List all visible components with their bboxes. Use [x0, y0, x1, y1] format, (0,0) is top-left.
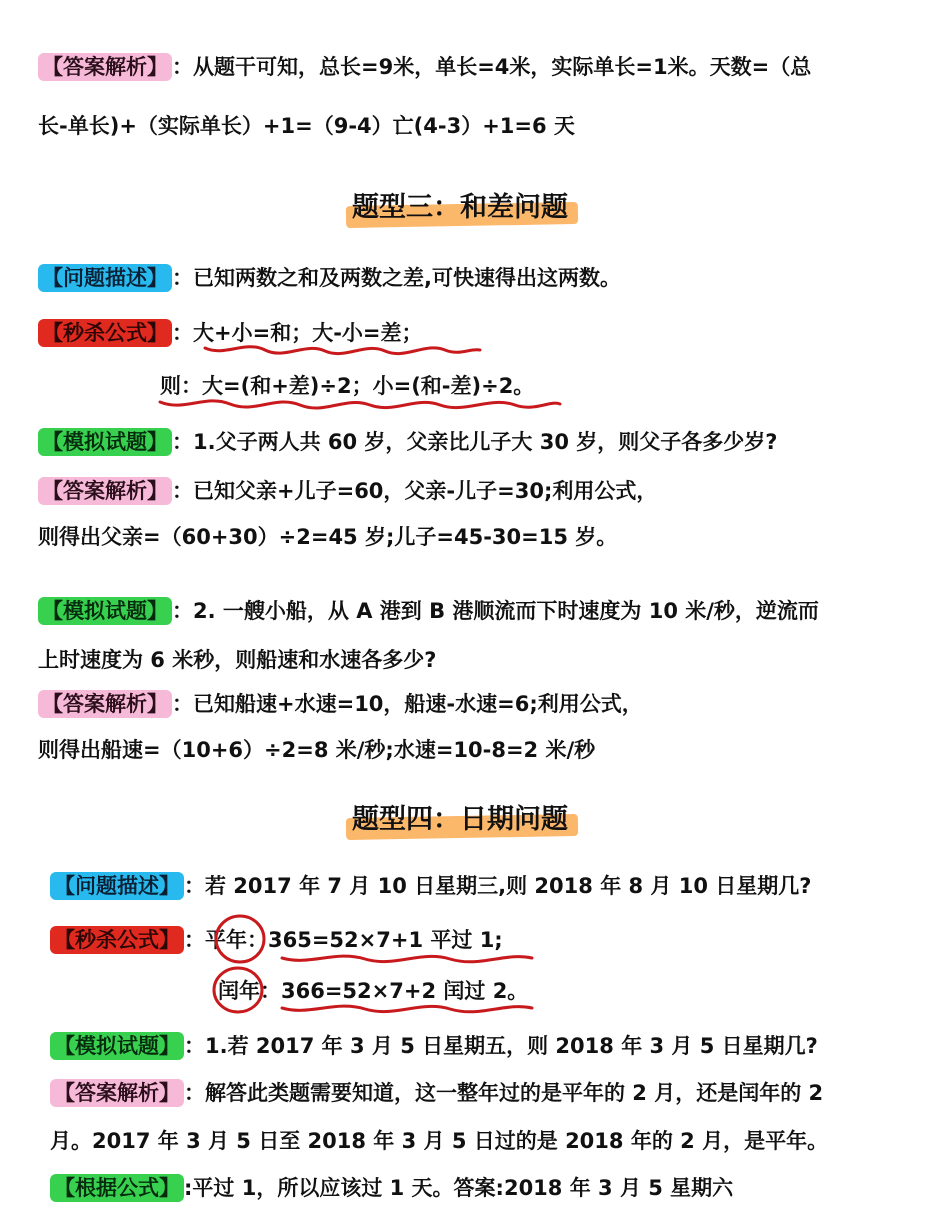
- wavy-underline-pingnian: [282, 956, 532, 962]
- formula-text-1: ：大+小=和；大-小=差；: [172, 321, 423, 345]
- wavy-underline-runnian: [282, 1006, 532, 1012]
- answer-tag: 【答案解析】: [38, 53, 172, 81]
- desc-tag: 【问题描述】: [50, 872, 184, 900]
- question-text: ：1.父子两人共 60 岁，父亲比儿子大 30 岁，则父子各多少岁?: [172, 430, 778, 454]
- wavy-underline-formula-1: [205, 347, 480, 354]
- s3-a1-line-2: 则得出父亲=（60+30）÷2=45 岁;儿子=45-30=15 岁。: [38, 525, 618, 549]
- basis-tag: 【根据公式】: [50, 1174, 184, 1202]
- s3-q2-line-2: 上时速度为 6 米秒，则船速和水速各多少?: [38, 648, 437, 672]
- s3-a2-line-2: 则得出船速=（10+6）÷2=8 米/秒;水速=10-8=2 米/秒: [38, 738, 596, 762]
- formula-tag: 【秒杀公式】: [38, 319, 172, 347]
- question-tag: 【模拟试题】: [38, 597, 172, 625]
- question-tag: 【模拟试题】: [50, 1032, 184, 1060]
- answer-text: ：已知父亲+儿子=60，父亲-儿子=30;利用公式，: [172, 479, 658, 503]
- formula-tag: 【秒杀公式】: [50, 926, 184, 954]
- desc-text: ：已知两数之和及两数之差,可快速得出这两数。: [172, 266, 621, 290]
- answer-tag: 【答案解析】: [38, 477, 172, 505]
- section-3-title: 题型三：和差问题: [352, 190, 568, 226]
- desc-tag: 【问题描述】: [38, 264, 172, 292]
- formula-text-1: ：平年：365=52×7+1 平过 1;: [184, 928, 503, 952]
- s4-a-line-2: 月。2017 年 3 月 5 日至 2018 年 3 月 5 日过的是 2018 年的 2 月，是平年。: [50, 1129, 829, 1153]
- answer-tag: 【答案解析】: [38, 690, 172, 718]
- basis-text: :平过 1，所以应该过 1 天。答案:2018 年 3 月 5 星期六: [184, 1176, 734, 1200]
- s3-formula-line-2: 则：大=(和+差)÷2；小=(和-差)÷2。: [160, 374, 535, 398]
- circle-mark-runnian: [214, 968, 262, 1012]
- question-text: ：1.若 2017 年 3 月 5 日星期五，则 2018 年 3 月 5 日星期几?: [184, 1034, 818, 1058]
- answer-line-2: 长-单长)+（实际单长）+1=（9-4）亡(4-3）+1=6 天: [38, 114, 575, 138]
- desc-text: ：若 2017 年 7 月 10 日星期三,则 2018 年 8 月 10 日星期几?: [184, 874, 812, 898]
- answer-tag: 【答案解析】: [50, 1079, 184, 1107]
- answer-text: ：已知船速+水速=10，船速-水速=6;利用公式，: [172, 692, 643, 716]
- section-4-title: 题型四：日期问题: [352, 802, 568, 838]
- question-tag: 【模拟试题】: [38, 428, 172, 456]
- circle-mark-pingnian: [216, 916, 264, 962]
- answer-text: ：解答此类题需要知道，这一整年过的是平年的 2 月，还是闰年的 2: [184, 1081, 824, 1105]
- wavy-underline-formula-2: [160, 401, 560, 408]
- s4-formula-line-2: 闰年：366=52×7+2 闰过 2。: [218, 979, 529, 1003]
- answer-text: ：从题干可知，总长=9米，单长=4米，实际单长=1米。天数=（总: [172, 55, 812, 79]
- question-text: ：2. 一艘小船，从 A 港到 B 港顺流而下时速度为 10 米/秒，逆流而: [172, 599, 819, 623]
